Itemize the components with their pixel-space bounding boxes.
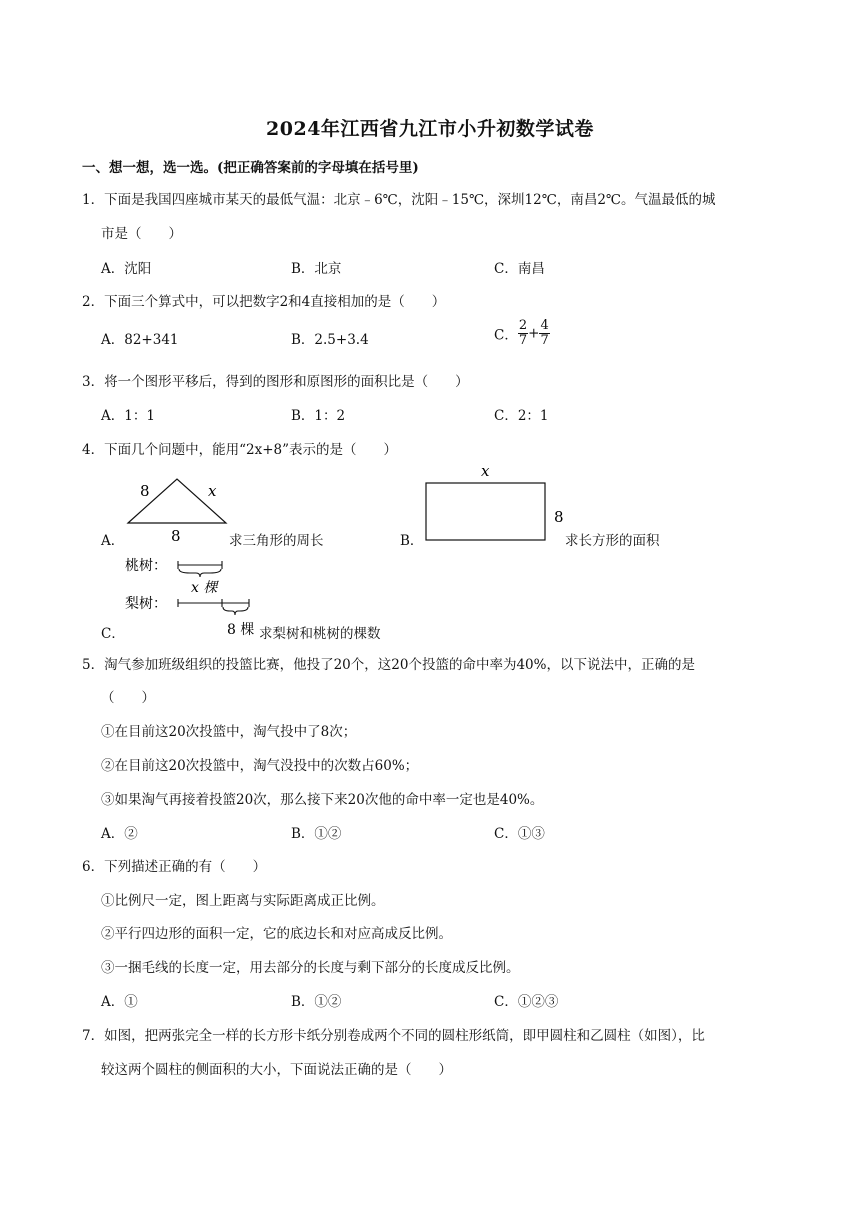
page-title: 2024年江西省九江市小升初数学试卷 <box>266 118 594 140</box>
q2-option-b: B．2.5+3.4 <box>291 332 369 348</box>
q6-statement-3: ③一捆毛线的长度一定，用去部分的长度与剩下部分的长度成反比例。 <box>101 960 520 976</box>
question-3-text: 3．将一个图形平移后，得到的图形和原图形的面积比是（ ） <box>82 374 469 390</box>
q2-option-c-label: C． <box>494 327 518 344</box>
rectangle-figure <box>420 462 570 546</box>
q5-option-c: C．①③ <box>494 826 545 842</box>
q2-option-c <box>494 319 550 348</box>
question-6-text: 6．下列描述正确的有（ ） <box>82 859 267 875</box>
q4-option-c-label: C． <box>101 626 125 642</box>
trees-figure <box>122 552 262 640</box>
q6-option-c: C．①②③ <box>494 994 559 1010</box>
rectangle-shape <box>426 483 545 540</box>
triangle-figure <box>122 474 232 544</box>
triangle-right-label: x <box>208 482 217 500</box>
pear-count-label: 8 棵 <box>227 622 255 638</box>
section-heading: 一、想一想，选一选。(把正确答案前的字母填在括号里) <box>82 160 419 176</box>
peach-tree-label: 桃树： <box>125 558 167 574</box>
q4-option-c-text: 求梨树和桃树的棵数 <box>259 626 381 642</box>
q4-option-b-text: 求长方形的面积 <box>565 533 660 549</box>
q5-statement-3: ③如果淘气再接着投篮20次，那么接下来20次他的命中率一定也是40%。 <box>101 792 544 808</box>
q4-option-b-label: B． <box>400 533 424 549</box>
q6-option-b: B．①② <box>291 994 342 1010</box>
q2-option-a: A．82+341 <box>101 332 179 348</box>
q1-option-b: B．北京 <box>291 261 342 277</box>
question-4-text: 4．下面几个问题中，能用“2x+8”表示的是（ ） <box>82 442 397 458</box>
q6-option-a: A．① <box>101 994 138 1010</box>
q1-option-a: A．沈阳 <box>101 261 152 277</box>
fraction-2-7: $\frac{2}{7}$ <box>518 318 528 348</box>
triangle-left-label: 8 <box>140 482 150 500</box>
q3-option-b: B．1：2 <box>291 408 346 424</box>
question-7-text: 7．如图，把两张完全一样的长方形卡纸分别卷成两个不同的圆柱形纸筒，即甲圆柱和乙圆柱（如图），比 <box>82 1028 705 1044</box>
q5-option-a: A．② <box>101 826 138 842</box>
fraction-4-7: $\frac{4}{7}$ <box>540 318 549 348</box>
plus-sign: + <box>528 325 540 342</box>
q6-statement-1: ①比例尺一定，图上距离与实际距离成正比例。 <box>101 893 385 909</box>
rectangle-right-label: 8 <box>554 508 564 526</box>
q5-statement-2: ②在目前这20次投篮中，淘气没投中的次数占60%； <box>101 758 419 774</box>
question-2-text: 2．下面三个算式中，可以把数字2和4直接相加的是（ ） <box>82 294 446 310</box>
peach-count-label: x 棵 <box>191 580 218 596</box>
rectangle-top-label: x <box>481 462 490 480</box>
q6-statement-2: ②平行四边形的面积一定，它的底边长和对应高成反比例。 <box>101 926 452 942</box>
question-5-text: 5．淘气参加班级组织的投篮比赛，他投了20个，这20个投篮的命中率为40%，以下说法中，正确的是 <box>82 657 695 673</box>
q5-option-b: B．①② <box>291 826 342 842</box>
pear-tree-label: 梨树： <box>125 596 167 612</box>
q3-option-a: A．1：1 <box>101 408 155 424</box>
question-1-text: 1．下面是我国四座城市某天的最低气温：北京﹣6℃，沈阳﹣15℃，深圳12℃，南昌2℃。气温最低的城 <box>82 192 716 208</box>
q4-option-a-text: 求三角形的周长 <box>229 533 324 549</box>
question-5-text-cont: （ ） <box>101 690 155 706</box>
q5-statement-1: ①在目前这20次投篮中，淘气投中了8次； <box>101 724 357 740</box>
q1-option-c: C．南昌 <box>494 261 545 277</box>
question-7-text-cont: 较这两个圆柱的侧面积的大小，下面说法正确的是（ ） <box>101 1062 452 1078</box>
question-1-text-cont: 市是（ ） <box>101 226 182 242</box>
q4-option-a-label: A． <box>101 533 125 549</box>
triangle-base-label: 8 <box>171 527 181 544</box>
q3-option-c: C．2：1 <box>494 408 549 424</box>
